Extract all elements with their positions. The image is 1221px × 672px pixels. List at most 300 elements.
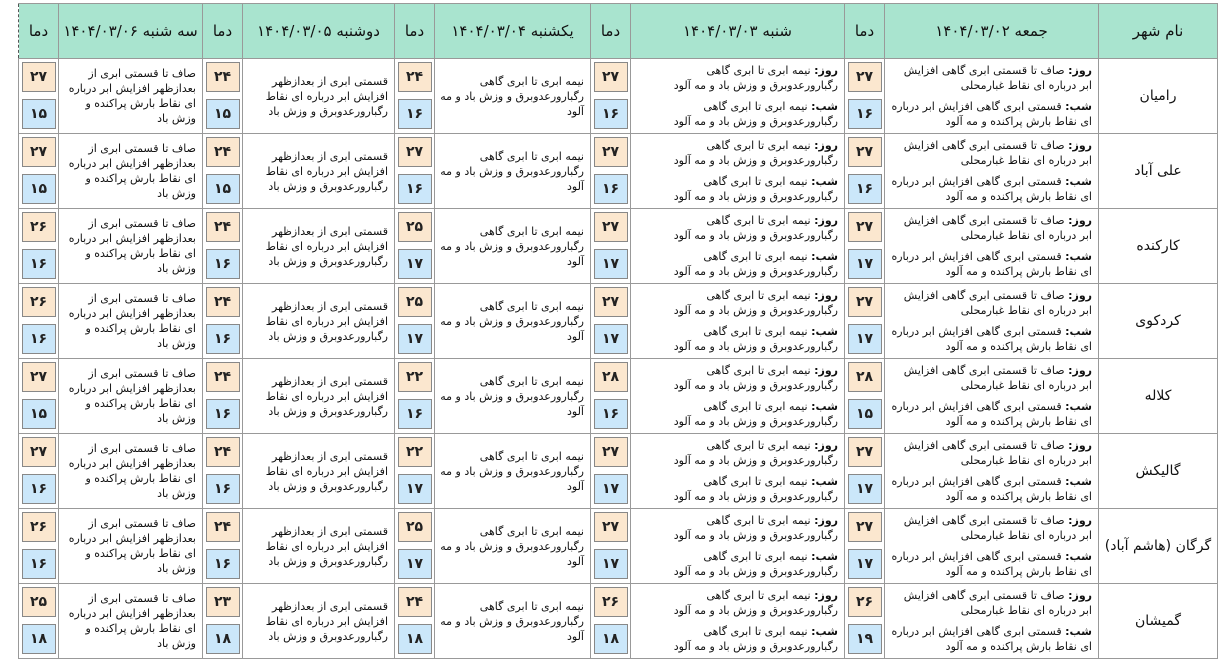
night-forecast-text: نیمه ابری تا ابری گاهی رگبارورعدوبرق و وزش باد و مه آلود: [673, 550, 838, 578]
max-temp: ۲۷: [594, 137, 628, 167]
day-label: روز:: [814, 514, 838, 527]
max-temp: ۲۵: [22, 587, 56, 617]
night-forecast: [889, 174, 1092, 204]
min-temp: ۱۸: [398, 624, 432, 654]
forecast-text-block: [889, 288, 1092, 354]
min-temp: ۱۶: [206, 549, 240, 579]
temperature-cell: [19, 134, 59, 209]
temperature-cell: [19, 584, 59, 659]
night-forecast-text: نیمه ابری تا ابری گاهی رگبارورعدوبرق و وزش باد و مه آلود: [673, 400, 838, 428]
temperature-cell: [591, 209, 631, 284]
forecast-description: [435, 284, 591, 359]
night-forecast-text: قسمتی ابری گاهی افزایش ابر درباره ای نقاط بارش پراکنده و مه آلود: [891, 250, 1092, 278]
forecast-description: [243, 509, 395, 584]
day-label: روز:: [1068, 289, 1092, 302]
temperature-cell: [19, 284, 59, 359]
min-temp: ۱۶: [594, 174, 628, 204]
night-forecast: [635, 549, 838, 579]
forecast-text: صاف تا قسمتی ابری از بعدازظهر افزایش ابر درباره ای نقاط بارش پراکنده و وزش باد: [68, 592, 196, 650]
min-temp: ۱۶: [22, 549, 56, 579]
forecast-description: [243, 59, 395, 134]
min-temp: ۱۵: [206, 99, 240, 129]
forecast-text-block: [635, 513, 838, 579]
forecast-description: [631, 584, 845, 659]
day-label: روز:: [814, 589, 838, 602]
min-temp: ۱۶: [398, 399, 432, 429]
day-forecast-text: صاف تا قسمتی ابری گاهی افزایش ابر درباره ای نقاط غبارمحلی: [903, 64, 1092, 92]
day-forecast: [635, 288, 838, 318]
night-forecast: [635, 324, 838, 354]
table-row: [19, 284, 1218, 359]
max-temp: ۲۳: [206, 587, 240, 617]
temperature-cell: [395, 209, 435, 284]
day-header-label: دوشنبه ۱۴۰۴/۰۳/۰۵: [257, 22, 380, 40]
day-forecast: [635, 63, 838, 93]
forecast-text: نیمه ابری تا ابری گاهی رگبارورعدوبرق و وزش باد و مه آلود: [440, 449, 584, 493]
temperature-cell: [203, 209, 243, 284]
forecast-description: [885, 509, 1099, 584]
night-forecast: [889, 624, 1092, 654]
max-temp: ۲۸: [848, 362, 882, 392]
forecast-text: صاف تا قسمتی ابری از بعدازظهر افزایش ابر درباره ای نقاط بارش پراکنده و وزش باد: [68, 517, 196, 575]
forecast-description: [885, 359, 1099, 434]
min-temp: ۱۵: [206, 174, 240, 204]
forecast-text-block: [635, 63, 838, 129]
max-temp: ۲۷: [594, 62, 628, 92]
min-temp: ۱۷: [398, 474, 432, 504]
temp-header-label: دما: [600, 22, 621, 40]
forecast-text: نیمه ابری تا ابری گاهی رگبارورعدوبرق و وزش باد و مه آلود: [440, 599, 584, 643]
city-name: گرگان (هاشم آباد): [1099, 509, 1218, 584]
table-row: [19, 359, 1218, 434]
max-temp: ۲۶: [22, 512, 56, 542]
day-forecast-text: صاف تا قسمتی ابری گاهی افزایش ابر درباره ای نقاط غبارمحلی: [903, 364, 1092, 392]
forecast-text: قسمتی ابری از بعدازظهر افزایش ابر درباره ای نقاط رگبارورعدوبرق و وزش باد: [265, 449, 388, 493]
night-forecast-text: قسمتی ابری گاهی افزایش ابر درباره ای نقاط بارش پراکنده و مه آلود: [891, 475, 1092, 503]
min-temp: ۱۶: [594, 99, 628, 129]
forecast-text-block: [889, 138, 1092, 204]
day-forecast-text: صاف تا قسمتی ابری گاهی افزایش ابر درباره ای نقاط غبارمحلی: [903, 589, 1092, 617]
night-forecast-text: قسمتی ابری گاهی افزایش ابر درباره ای نقاط بارش پراکنده و مه آلود: [891, 625, 1092, 653]
night-label: شب:: [1065, 250, 1092, 263]
temperature-cell: [395, 434, 435, 509]
forecast-description: [243, 359, 395, 434]
max-temp: ۲۴: [206, 62, 240, 92]
temperature-cell: [845, 134, 885, 209]
day-label: روز:: [1068, 514, 1092, 527]
forecast-text-block: [439, 299, 584, 344]
temperature-cell: [591, 134, 631, 209]
forecast-text-block: [635, 588, 838, 654]
temperature-cell: [845, 434, 885, 509]
day-header-label: سه شنبه ۱۴۰۴/۰۳/۰۶: [63, 22, 198, 40]
night-label: شب:: [1065, 475, 1092, 488]
forecast-text-block: [439, 524, 584, 569]
min-temp: ۱۵: [848, 399, 882, 429]
max-temp: ۲۷: [848, 137, 882, 167]
forecast-text: صاف تا قسمتی ابری از بعدازظهر افزایش ابر درباره ای نقاط بارش پراکنده و وزش باد: [68, 367, 196, 425]
forecast-description: [885, 59, 1099, 134]
forecast-text: صاف تا قسمتی ابری از بعدازظهر افزایش ابر درباره ای نقاط بارش پراکنده و وزش باد: [68, 142, 196, 200]
night-forecast-text: قسمتی ابری گاهی افزایش ابر درباره ای نقاط بارش پراکنده و مه آلود: [891, 175, 1092, 203]
max-temp: ۲۷: [398, 137, 432, 167]
forecast-text: قسمتی ابری از بعدازظهر افزایش ابر درباره ای نقاط رگبارورعدوبرق و وزش باد: [265, 599, 388, 643]
day-label: روز:: [814, 64, 838, 77]
day-forecast: [889, 588, 1092, 618]
forecast-description: [435, 509, 591, 584]
min-temp: ۱۶: [206, 324, 240, 354]
temperature-cell: [203, 509, 243, 584]
max-temp: ۲۶: [22, 212, 56, 242]
forecast-text-block: [63, 366, 196, 426]
forecast-text-block: [63, 141, 196, 201]
day-header-label: یکشنبه ۱۴۰۴/۰۳/۰۴: [451, 22, 574, 40]
forecast-text-block: [63, 216, 196, 276]
min-temp: ۱۷: [398, 249, 432, 279]
forecast-description: [885, 209, 1099, 284]
day-label: روز:: [1068, 139, 1092, 152]
forecast-text-block: [635, 213, 838, 279]
forecast-description: [885, 584, 1099, 659]
table-row: [19, 584, 1218, 659]
forecast-text: نیمه ابری تا ابری گاهی رگبارورعدوبرق و وزش باد و مه آلود: [440, 224, 584, 268]
forecast-description: [243, 434, 395, 509]
forecast-description: [631, 209, 845, 284]
forecast-description: [435, 434, 591, 509]
forecast-description: [59, 584, 203, 659]
temperature-cell: [845, 584, 885, 659]
day-forecast-text: صاف تا قسمتی ابری گاهی افزایش ابر درباره ای نقاط غبارمحلی: [903, 289, 1092, 317]
max-temp: ۲۵: [398, 512, 432, 542]
min-temp: ۱۹: [848, 624, 882, 654]
forecast-text-block: [439, 224, 584, 269]
temp-header: [395, 4, 435, 59]
min-temp: ۱۶: [594, 399, 628, 429]
day-label: روز:: [1068, 439, 1092, 452]
temperature-cell: [203, 284, 243, 359]
forecast-text: قسمتی ابری از بعدازظهر افزایش ابر درباره ای نقاط رگبارورعدوبرق و وزش باد: [265, 74, 388, 118]
city-name: رامیان: [1099, 59, 1218, 134]
forecast-text: نیمه ابری تا ابری گاهی رگبارورعدوبرق و وزش باد و مه آلود: [440, 374, 584, 418]
forecast-description: [631, 284, 845, 359]
night-label: شب:: [1065, 325, 1092, 338]
max-temp: ۲۴: [206, 512, 240, 542]
night-forecast: [635, 174, 838, 204]
forecast-description: [59, 434, 203, 509]
night-label: شب:: [811, 325, 838, 338]
min-temp: ۱۶: [22, 249, 56, 279]
temperature-cell: [395, 584, 435, 659]
forecast-description: [59, 284, 203, 359]
night-forecast: [635, 249, 838, 279]
max-temp: ۲۷: [594, 287, 628, 317]
temperature-cell: [203, 134, 243, 209]
day-forecast-text: صاف تا قسمتی ابری گاهی افزایش ابر درباره ای نقاط غبارمحلی: [903, 439, 1092, 467]
min-temp: ۱۶: [848, 174, 882, 204]
city-header: [1099, 4, 1218, 59]
forecast-description: [631, 134, 845, 209]
city-name: گمیشان: [1099, 584, 1218, 659]
forecast-text-block: [635, 288, 838, 354]
day-forecast-text: نیمه ابری تا ابری گاهی رگبارورعدوبرق و وزش باد و مه آلود: [673, 64, 838, 92]
temperature-cell: [19, 359, 59, 434]
forecast-text-block: [635, 138, 838, 204]
forecast-text-block: [635, 438, 838, 504]
forecast-description: [885, 434, 1099, 509]
forecast-description: [631, 434, 845, 509]
forecast-text: نیمه ابری تا ابری گاهی رگبارورعدوبرق و وزش باد و مه آلود: [440, 299, 584, 343]
temp-header-label: دما: [854, 22, 875, 40]
night-label: شب:: [811, 550, 838, 563]
min-temp: ۱۷: [398, 549, 432, 579]
min-temp: ۱۷: [848, 549, 882, 579]
city-name: کردکوی: [1099, 284, 1218, 359]
forecast-text-block: [63, 291, 196, 351]
day-forecast: [635, 513, 838, 543]
forecast-text: صاف تا قسمتی ابری از بعدازظهر افزایش ابر درباره ای نقاط بارش پراکنده و وزش باد: [68, 217, 196, 275]
day-forecast: [635, 363, 838, 393]
night-forecast-text: قسمتی ابری گاهی افزایش ابر درباره ای نقاط بارش پراکنده و مه آلود: [891, 325, 1092, 353]
temperature-cell: [19, 509, 59, 584]
night-forecast: [635, 99, 838, 129]
day-forecast-text: نیمه ابری تا ابری گاهی رگبارورعدوبرق و وزش باد و مه آلود: [673, 364, 838, 392]
min-temp: ۱۶: [398, 174, 432, 204]
city-name: گالیکش: [1099, 434, 1218, 509]
max-temp: ۲۶: [594, 587, 628, 617]
city-name: کارکنده: [1099, 209, 1218, 284]
forecast-text-block: [247, 599, 388, 644]
day-forecast-text: نیمه ابری تا ابری گاهی رگبارورعدوبرق و وزش باد و مه آلود: [673, 214, 838, 242]
temperature-cell: [395, 509, 435, 584]
day-label: روز:: [814, 439, 838, 452]
temperature-cell: [591, 284, 631, 359]
night-label: شب:: [1065, 400, 1092, 413]
max-temp: ۲۶: [848, 587, 882, 617]
temp-header: [845, 4, 885, 59]
min-temp: ۱۸: [206, 624, 240, 654]
night-label: شب:: [1065, 625, 1092, 638]
max-temp: ۲۸: [594, 362, 628, 392]
day-header-label: شنبه ۱۴۰۴/۰۳/۰۳: [683, 22, 792, 40]
forecast-text-block: [247, 449, 388, 494]
night-forecast-text: قسمتی ابری گاهی افزایش ابر درباره ای نقاط بارش پراکنده و مه آلود: [891, 100, 1092, 128]
city-header-label: نام شهر: [1132, 22, 1184, 40]
forecast-text-block: [63, 66, 196, 126]
night-label: شب:: [811, 175, 838, 188]
temperature-cell: [203, 434, 243, 509]
forecast-text-block: [63, 441, 196, 501]
temperature-cell: [395, 59, 435, 134]
temperature-cell: [591, 359, 631, 434]
night-label: شب:: [811, 625, 838, 638]
night-forecast-text: نیمه ابری تا ابری گاهی رگبارورعدوبرق و وزش باد و مه آلود: [673, 625, 838, 653]
forecast-text-block: [439, 74, 584, 119]
temperature-cell: [591, 509, 631, 584]
forecast-description: [435, 134, 591, 209]
forecast-description: [59, 59, 203, 134]
min-temp: ۱۶: [206, 399, 240, 429]
table-row: [19, 434, 1218, 509]
city-name: کلاله: [1099, 359, 1218, 434]
night-label: شب:: [811, 400, 838, 413]
forecast-text-block: [247, 74, 388, 119]
forecast-text: صاف تا قسمتی ابری از بعدازظهر افزایش ابر درباره ای نقاط بارش پراکنده و وزش باد: [68, 442, 196, 500]
night-forecast-text: قسمتی ابری گاهی افزایش ابر درباره ای نقاط بارش پراکنده و مه آلود: [891, 550, 1092, 578]
day-label: روز:: [814, 289, 838, 302]
table-row: [19, 59, 1218, 134]
day-forecast: [889, 288, 1092, 318]
forecast-text-block: [439, 374, 584, 419]
forecast-text-block: [247, 374, 388, 419]
max-temp: ۲۷: [848, 287, 882, 317]
max-temp: ۲۴: [206, 137, 240, 167]
max-temp: ۲۷: [848, 62, 882, 92]
forecast-table: [18, 3, 1218, 659]
max-temp: ۲۴: [206, 212, 240, 242]
night-label: شب:: [811, 100, 838, 113]
forecast-text: قسمتی ابری از بعدازظهر افزایش ابر درباره ای نقاط رگبارورعدوبرق و وزش باد: [265, 374, 388, 418]
forecast-description: [885, 284, 1099, 359]
day-forecast-text: صاف تا قسمتی ابری گاهی افزایش ابر درباره ای نقاط غبارمحلی: [903, 514, 1092, 542]
forecast-description: [243, 584, 395, 659]
day-label: روز:: [1068, 64, 1092, 77]
day-forecast: [635, 138, 838, 168]
forecast-text-block: [247, 149, 388, 194]
temperature-cell: [19, 209, 59, 284]
max-temp: ۲۷: [594, 437, 628, 467]
max-temp: ۲۴: [206, 362, 240, 392]
temp-header: [591, 4, 631, 59]
min-temp: ۱۵: [22, 399, 56, 429]
min-temp: ۱۷: [848, 324, 882, 354]
day-header: [631, 4, 845, 59]
night-label: شب:: [1065, 175, 1092, 188]
min-temp: ۱۷: [398, 324, 432, 354]
forecast-text: قسمتی ابری از بعدازظهر افزایش ابر درباره ای نقاط رگبارورعدوبرق و وزش باد: [265, 524, 388, 568]
forecast-description: [59, 509, 203, 584]
night-forecast-text: نیمه ابری تا ابری گاهی رگبارورعدوبرق و وزش باد و مه آلود: [673, 175, 838, 203]
max-temp: ۲۷: [848, 437, 882, 467]
max-temp: ۲۷: [22, 62, 56, 92]
day-forecast-text: نیمه ابری تا ابری گاهی رگبارورعدوبرق و وزش باد و مه آلود: [673, 289, 838, 317]
forecast-description: [59, 359, 203, 434]
max-temp: ۲۴: [398, 62, 432, 92]
forecast-description: [243, 134, 395, 209]
day-label: روز:: [814, 364, 838, 377]
forecast-text-block: [439, 449, 584, 494]
forecast-text-block: [439, 149, 584, 194]
forecast-description: [243, 284, 395, 359]
max-temp: ۲۵: [398, 212, 432, 242]
forecast-text-block: [635, 363, 838, 429]
temperature-cell: [19, 434, 59, 509]
temperature-cell: [19, 59, 59, 134]
temp-header: [19, 4, 59, 59]
min-temp: ۱۷: [594, 549, 628, 579]
forecast-description: [631, 359, 845, 434]
day-label: روز:: [1068, 364, 1092, 377]
night-label: شب:: [811, 250, 838, 263]
night-forecast: [635, 624, 838, 654]
max-temp: ۲۷: [848, 512, 882, 542]
table-row: [19, 509, 1218, 584]
forecast-text: نیمه ابری تا ابری گاهی رگبارورعدوبرق و وزش باد و مه آلود: [440, 74, 584, 118]
temperature-cell: [395, 134, 435, 209]
forecast-text: قسمتی ابری از بعدازظهر افزایش ابر درباره ای نقاط رگبارورعدوبرق و وزش باد: [265, 224, 388, 268]
forecast-text-block: [889, 213, 1092, 279]
night-label: شب:: [1065, 100, 1092, 113]
max-temp: ۲۷: [22, 437, 56, 467]
day-forecast: [635, 213, 838, 243]
forecast-text-block: [247, 524, 388, 569]
forecast-text: صاف تا قسمتی ابری از بعدازظهر افزایش ابر درباره ای نقاط بارش پراکنده و وزش باد: [68, 67, 196, 125]
temp-header-label: دما: [212, 22, 233, 40]
max-temp: ۲۷: [22, 362, 56, 392]
temperature-cell: [845, 509, 885, 584]
forecast-description: [243, 209, 395, 284]
day-forecast-text: نیمه ابری تا ابری گاهی رگبارورعدوبرق و وزش باد و مه آلود: [673, 439, 838, 467]
day-forecast: [889, 513, 1092, 543]
min-temp: ۱۶: [206, 474, 240, 504]
forecast-text-block: [439, 599, 584, 644]
forecast-description: [435, 59, 591, 134]
day-forecast-text: صاف تا قسمتی ابری گاهی افزایش ابر درباره ای نقاط غبارمحلی: [903, 214, 1092, 242]
temp-header-label: دما: [404, 22, 425, 40]
day-forecast: [889, 363, 1092, 393]
max-temp: ۲۷: [594, 212, 628, 242]
min-temp: ۱۶: [398, 99, 432, 129]
min-temp: ۱۵: [22, 99, 56, 129]
temperature-cell: [845, 209, 885, 284]
day-forecast-text: نیمه ابری تا ابری گاهی رگبارورعدوبرق و وزش باد و مه آلود: [673, 589, 838, 617]
night-forecast-text: نیمه ابری تا ابری گاهی رگبارورعدوبرق و وزش باد و مه آلود: [673, 100, 838, 128]
max-temp: ۲۴: [206, 437, 240, 467]
night-label: شب:: [811, 475, 838, 488]
night-forecast-text: نیمه ابری تا ابری گاهی رگبارورعدوبرق و وزش باد و مه آلود: [673, 250, 838, 278]
forecast-description: [59, 134, 203, 209]
night-forecast: [635, 474, 838, 504]
day-label: روز:: [814, 139, 838, 152]
max-temp: ۲۴: [398, 587, 432, 617]
forecast-text: نیمه ابری تا ابری گاهی رگبارورعدوبرق و وزش باد و مه آلود: [440, 524, 584, 568]
day-forecast: [635, 588, 838, 618]
temperature-cell: [591, 584, 631, 659]
min-temp: ۱۷: [848, 249, 882, 279]
forecast-text-block: [889, 513, 1092, 579]
forecast-text-block: [889, 363, 1092, 429]
day-label: روز:: [1068, 589, 1092, 602]
day-forecast: [889, 63, 1092, 93]
day-forecast-text: نیمه ابری تا ابری گاهی رگبارورعدوبرق و وزش باد و مه آلود: [673, 514, 838, 542]
forecast-text: قسمتی ابری از بعدازظهر افزایش ابر درباره ای نقاط رگبارورعدوبرق و وزش باد: [265, 299, 388, 343]
day-label: روز:: [814, 214, 838, 227]
min-temp: ۱۶: [848, 99, 882, 129]
max-temp: ۲۶: [22, 287, 56, 317]
day-forecast: [889, 438, 1092, 468]
max-temp: ۲۷: [848, 212, 882, 242]
min-temp: ۱۶: [206, 249, 240, 279]
min-temp: ۱۷: [848, 474, 882, 504]
min-temp: ۱۶: [22, 474, 56, 504]
day-header: [59, 4, 203, 59]
forecast-description: [435, 359, 591, 434]
forecast-description: [885, 134, 1099, 209]
day-forecast: [635, 438, 838, 468]
forecast-text-block: [889, 588, 1092, 654]
forecast-text: نیمه ابری تا ابری گاهی رگبارورعدوبرق و وزش باد و مه آلود: [440, 149, 584, 193]
day-forecast: [889, 213, 1092, 243]
max-temp: ۲۲: [398, 362, 432, 392]
